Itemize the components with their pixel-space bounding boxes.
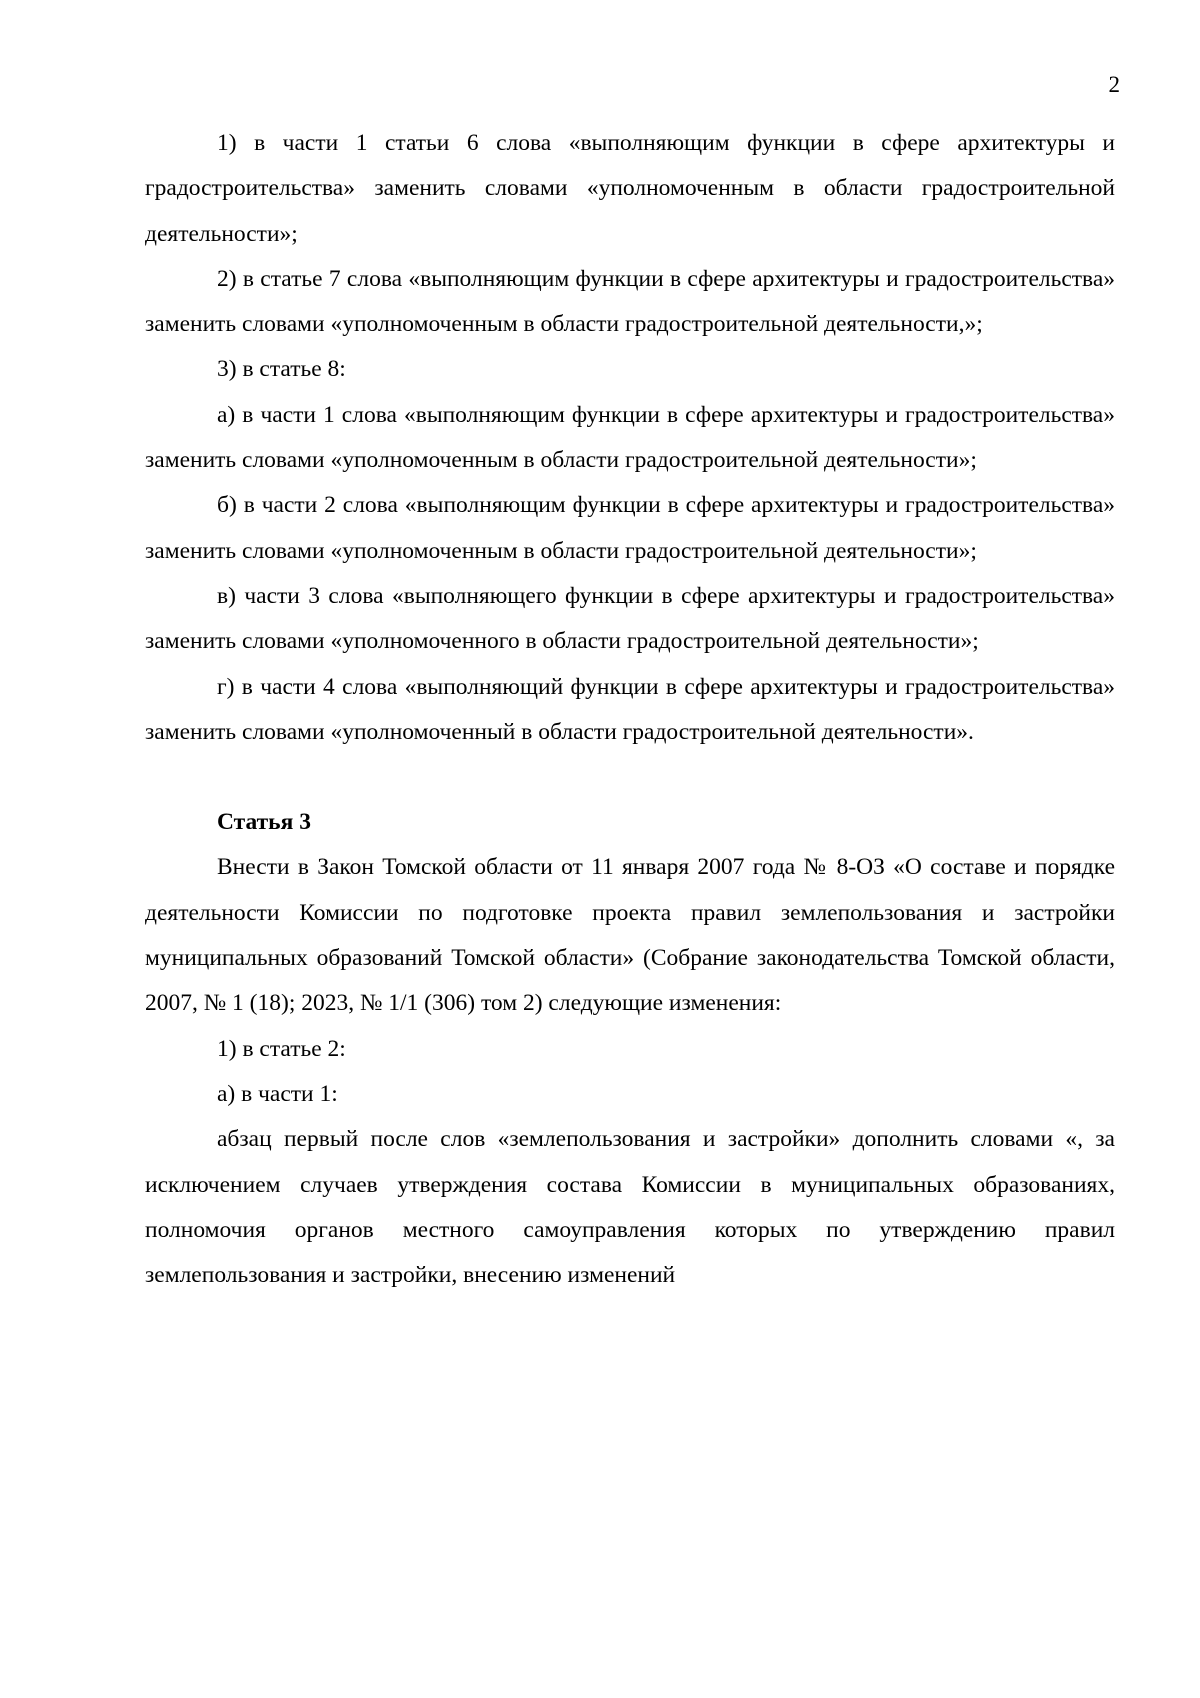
amendment-subitem-v: в) части 3 слова «выполняющего функции в сфере архитектуры и градостроительства» заменить словами «уполномоченного в области градостроительной деятельности»; <box>145 582 1115 655</box>
amendment-subitem-g: г) в части 4 слова «выполняющий функции в сфере архитектуры и градостроительства» заменить словами «уполномоченный в области градостроительной деятельности». <box>145 673 1115 745</box>
amendment-subitem-b: б) в части 2 слова «выполняющим функции в сфере архитектуры и градостроительства» заменить словами «уполномоченным в области градостроительной деятельности»; <box>145 492 1115 564</box>
page-number: 2 <box>1108 72 1120 97</box>
amendment-item-1: 1) в части 1 статьи 6 слова «выполняющим функции в сфере архитектуры и градостроительства» заменить словами «уполномоченным в области градостроительной деятельности»; <box>145 130 1115 247</box>
article-subitem-a: а) в части 1: <box>217 1080 338 1107</box>
article-intro-paragraph: Внести в Закон Томской области от 11 января 2007 года № 8-ОЗ «О составе и порядке деятельности Комиссии по подготовке проекта правил землепользования и застройки муниципальных образований Томской области» (Собрание законодательства Томской области, 2007, № 1 (18); 2023, № 1/1 (306) том 2) следующие изменения: <box>145 854 1115 1017</box>
amendment-item-3: 3) в статье 8: <box>217 356 346 383</box>
article-heading: Статья 3 <box>217 809 311 836</box>
article-item-1: 1) в статье 2: <box>217 1035 346 1062</box>
article-paragraph-text: абзац первый после слов «землепользования и застройки» дополнить словами «, за исключением случаев утверждения состава Комиссии в муниципальных образованиях, полномочия органов местного самоуправления которых по утверждению правил землепользования и застройки, внесению изменений <box>145 1126 1115 1289</box>
amendment-subitem-a: а) в части 1 слова «выполняющим функции в сфере архитектуры и градостроительства» заменить словами «уполномоченным в области градостроительной деятельности»; <box>145 401 1115 474</box>
document-body <box>145 121 1115 1298</box>
section-spacer <box>145 755 1115 800</box>
amendment-item-2: 2) в статье 7 слова «выполняющим функции в сфере архитектуры и градостроительства» заменить словами «уполномоченным в области градостроительной деятельности,»; <box>145 265 1115 338</box>
